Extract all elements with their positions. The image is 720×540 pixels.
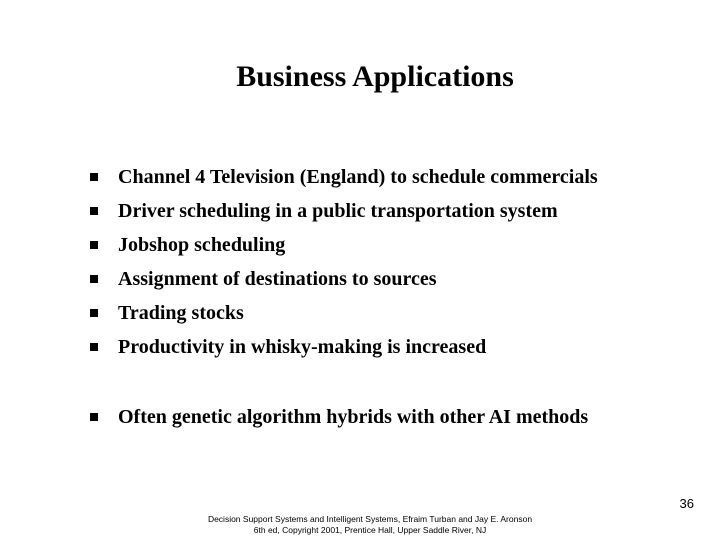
square-bullet-icon — [90, 309, 98, 317]
bullet-text: Often genetic algorithm hybrids with other AI methods — [118, 405, 589, 428]
footer-line: Decision Support Systems and Intelligent Systems, Efraim Turban and Jay E. Aronson — [207, 514, 533, 524]
bullet-text: Trading stocks — [118, 301, 244, 324]
slide-title: Business Applications — [236, 60, 514, 93]
bullet-item — [90, 162, 598, 192]
bullet-item — [90, 402, 588, 432]
bullet-text: Driver scheduling in a public transportation system — [118, 199, 558, 222]
page-number: 36 — [679, 496, 694, 511]
square-bullet-icon — [90, 241, 98, 249]
square-bullet-icon — [90, 173, 98, 181]
bullet-text: Channel 4 Television (England) to schedule commercials — [118, 165, 598, 188]
square-bullet-icon — [90, 413, 98, 421]
bullet-text: Productivity in whisky-making is increased — [118, 335, 487, 358]
bullet-item — [90, 298, 244, 328]
bullet-text: Assignment of destinations to sources — [118, 267, 437, 290]
square-bullet-icon — [90, 343, 98, 351]
bullet-item — [90, 230, 285, 260]
bullet-text: Jobshop scheduling — [118, 233, 286, 256]
footer-citation — [160, 514, 580, 536]
bullet-item — [90, 196, 558, 226]
square-bullet-icon — [90, 275, 98, 283]
footer-line: 6th ed, Copyright 2001, Prentice Hall, Upper Saddle River, NJ — [253, 525, 487, 535]
bullet-item — [90, 332, 486, 362]
bullet-item — [90, 264, 437, 294]
square-bullet-icon — [90, 207, 98, 215]
